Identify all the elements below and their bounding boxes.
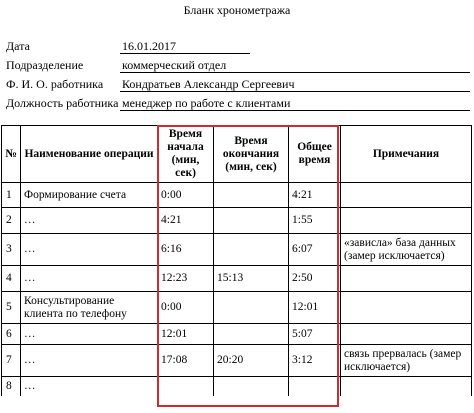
cell-end: 15:13 [214, 266, 289, 292]
date-value: 16.01.2017 [122, 39, 176, 53]
cell-num: 7 [2, 345, 21, 377]
cell-total: 1:55 [289, 208, 341, 234]
cell-total: 6:07 [289, 234, 341, 266]
cell-total: 5:07 [289, 324, 341, 345]
cell-operation: … [21, 266, 158, 292]
cell-num: 3 [2, 234, 21, 266]
cell-start: 0:00 [158, 183, 214, 208]
header-end: Время окончания (мин, сек) [214, 126, 289, 183]
employee-name-value: Кондратьев Александр Сергеевич [122, 77, 295, 91]
cell-end [214, 234, 289, 266]
table-row [2, 183, 472, 208]
header-num: № [2, 126, 21, 183]
cell-notes [341, 377, 472, 396]
cell-start [158, 377, 214, 396]
cell-notes: связь прервалась (замер исключается) [341, 345, 472, 377]
cell-operation: … [21, 234, 158, 266]
table-row [2, 292, 472, 324]
employee-name-underline [120, 91, 470, 92]
header-notes: Примечания [341, 126, 472, 183]
cell-notes [341, 183, 472, 208]
table-row [2, 345, 472, 377]
employee-name-label: Ф. И. О. работника [6, 77, 104, 91]
department-value: коммерческий отдел [122, 58, 227, 72]
cell-num: 5 [2, 292, 21, 324]
cell-notes [341, 324, 472, 345]
date-underline [120, 53, 250, 54]
cell-operation: Формирование счета [21, 183, 158, 208]
header-total: Общее время [289, 126, 341, 183]
timing-table [1, 125, 472, 396]
cell-start: 0:00 [158, 292, 214, 324]
table-row [2, 377, 472, 396]
cell-operation: … [21, 345, 158, 377]
cell-notes [341, 208, 472, 234]
position-underline [120, 110, 470, 111]
date-label: Дата [6, 39, 30, 53]
cell-start: 12:01 [158, 324, 214, 345]
position-label: Должность работника [6, 96, 119, 110]
cell-start: 12:23 [158, 266, 214, 292]
cell-total: 2:50 [289, 266, 341, 292]
cell-start: 17:08 [158, 345, 214, 377]
cell-num: 1 [2, 183, 21, 208]
cell-operation: … [21, 377, 158, 396]
cell-operation: Консультирование клиента по телефону [21, 292, 158, 324]
department-underline [120, 72, 470, 73]
cell-total [289, 377, 341, 396]
cell-end [214, 324, 289, 345]
cell-end [214, 377, 289, 396]
cell-notes: «зависла» база данных (замер исключается) [341, 234, 472, 266]
cell-num: 2 [2, 208, 21, 234]
table-row [2, 234, 472, 266]
cell-end: 20:20 [214, 345, 289, 377]
cell-operation: … [21, 208, 158, 234]
table-header-row [2, 126, 472, 183]
cell-total: 4:21 [289, 183, 341, 208]
cell-num: 8 [2, 377, 21, 396]
cell-notes [341, 292, 472, 324]
cell-num: 4 [2, 266, 21, 292]
cell-end [214, 183, 289, 208]
cell-num: 6 [2, 324, 21, 345]
header-start: Время начала (мин, сек) [158, 126, 214, 183]
cell-operation: … [21, 324, 158, 345]
department-label: Подразделение [6, 58, 84, 72]
cell-start: 4:21 [158, 208, 214, 234]
table-row [2, 266, 472, 292]
cell-end [214, 208, 289, 234]
table-row [2, 324, 472, 345]
table-row [2, 208, 472, 234]
cell-start: 6:16 [158, 234, 214, 266]
cell-end [214, 292, 289, 324]
cell-total: 12:01 [289, 292, 341, 324]
cell-notes [341, 266, 472, 292]
form-title: Бланк хронометража [183, 3, 291, 17]
position-value: менеджер по работе с клиентами [122, 96, 291, 110]
header-operation: Наименование операции [21, 126, 158, 183]
cell-total: 3:12 [289, 345, 341, 377]
